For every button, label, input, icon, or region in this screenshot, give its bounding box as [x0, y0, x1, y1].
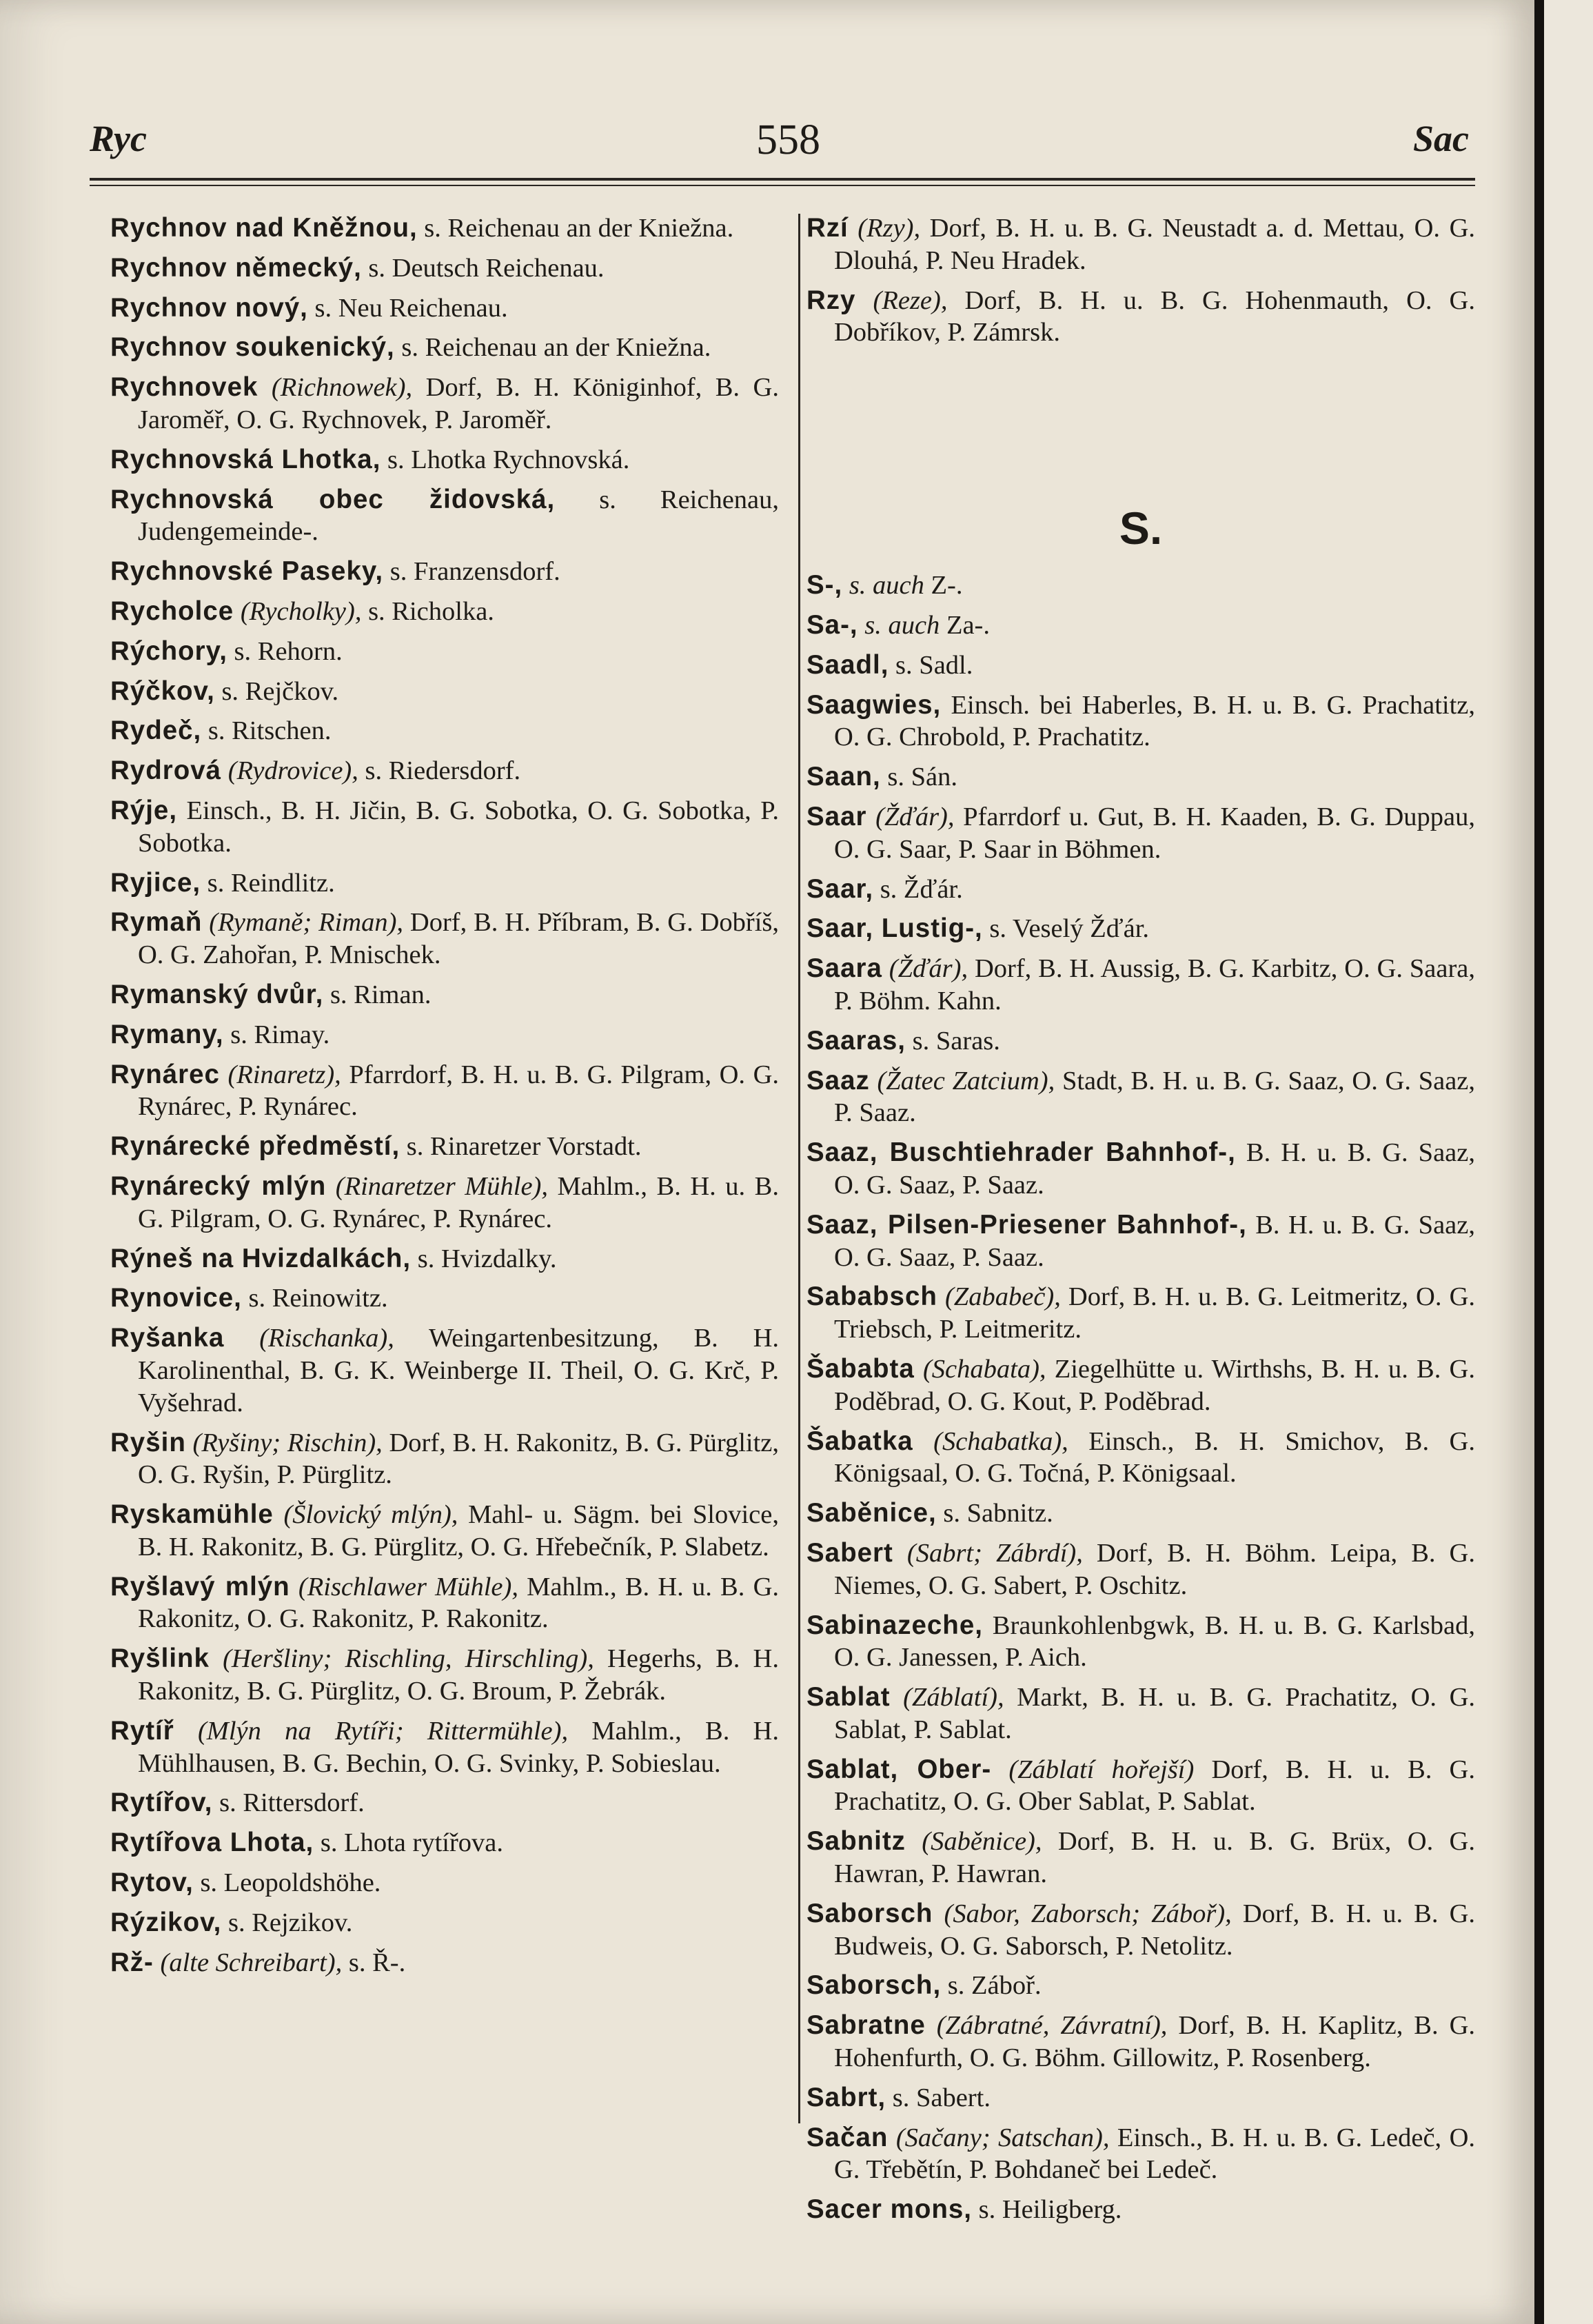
entry-text: Mahl- u. Sägm. bei Slovice, B. H. Rakonitz, B. G. Pürglitz, O. G. Hřebečník, P. Slabetz. [138, 1500, 779, 1562]
entry [806, 1681, 1475, 1746]
entry-headword: Rychnovek [110, 372, 258, 403]
entry-text: Ziegelhütte u. Wirthshs, B. H. u. B. G. Poděbrad, O. G. Kout, P. Poděbrad. [834, 1354, 1475, 1416]
entry-variant: (Rymaně; Riman), [202, 908, 404, 938]
entry [806, 1137, 1475, 1202]
entry-text: Markt, B. H. u. B. G. Prachatitz, O. G. Sablat, P. Sablat. [834, 1683, 1475, 1744]
entry-text: s. Sadl. [889, 650, 973, 680]
entry-variant: (Reze), [855, 285, 948, 315]
entry [806, 569, 1475, 602]
entry [806, 873, 1475, 906]
entry-headword: Rytov, [110, 1868, 194, 1898]
entry-headword: Sačan [806, 2122, 889, 2152]
entry-variant: (Rycholky), [234, 596, 362, 626]
entry-text: s. Riedersdorf. [358, 756, 521, 786]
left-column [110, 212, 779, 1986]
entry [110, 1947, 779, 1979]
entry-headword: Sabnitz [806, 1826, 906, 1857]
entry-headword: Sablat [806, 1682, 891, 1712]
entry [806, 761, 1475, 794]
entry-headword: Rychnovské Paseky, [110, 556, 384, 587]
entry-text: s. Richolka. [361, 596, 494, 626]
entry-variant: (Rinaretz), [219, 1060, 341, 1089]
entry-variant: (Ryšiny; Rischin), [185, 1428, 383, 1457]
entry [110, 907, 779, 971]
entry-text: s. Leopoldshöhe. [193, 1868, 381, 1898]
entry-headword: Rymanský dvůr, [110, 979, 324, 1009]
entry-text: Za-. [940, 610, 990, 640]
right-column-entries [806, 569, 1475, 2226]
entry-headword: Ryšlink [110, 1644, 210, 1674]
entry-headword: Saborsch, [806, 1970, 942, 2001]
entry-text: s. Sabert. [886, 2083, 991, 2112]
entry [806, 1610, 1475, 1675]
entry-headword: Ryšanka [110, 1323, 225, 1353]
entry-headword: Rzí [806, 213, 849, 243]
entry-text: s. Rimay. [223, 1020, 330, 1049]
entry-text: Einsch., B. H. Jičin, B. G. Sobotka, O. G. Sobotka, P. Sobotka. [138, 796, 779, 858]
entry-headword: Rýneš na Hvizdalkách, [110, 1243, 412, 1273]
entry-headword: Rytířov, [110, 1788, 213, 1818]
entry [806, 1426, 1475, 1491]
entry-headword: Rž- [110, 1947, 154, 1977]
entry-variant: (Sabor, Zaborsch; Záboř), [933, 1899, 1232, 1928]
entry-text: Braunkohlenbgwk, B. H. u. B. G. Karlsbad, O. G. Janessen, P. Aich. [834, 1610, 1475, 1673]
entry [110, 636, 779, 668]
entry-headword: Šababta [806, 1353, 915, 1384]
entry-variant: (Schabatka), [913, 1426, 1068, 1456]
entry-variant: (Heršliny; Rischling, Hirschling), [209, 1644, 594, 1674]
entry-variant: (Rischlawer Mühle), [290, 1572, 518, 1601]
entry-text: Dorf, B. H. Aussig, B. G. Karbitz, O. G. Saara, P. Böhm. Kahn. [834, 954, 1475, 1016]
entry-text: s. Reichenau, Judengemeinde-. [138, 485, 779, 547]
entry-text: Weingartenbesitzung, B. H. Karolinenthal, B. G. K. Weinberge II. Theil, O. G. Krč, P. Vyšehrad. [138, 1324, 780, 1417]
entry-text: s. Lhotka Rychnovská. [381, 445, 630, 474]
entry [806, 913, 1475, 945]
entry-text: Dorf, B. H. u. B. G. Budweis, O. G. Saborsch, P. Netolitz. [834, 1899, 1475, 1961]
entry [110, 1427, 779, 1492]
entry-text: Einsch., B. H. u. B. G. Ledeč, O. G. Třebětín, P. Bohdaneč bei Ledeč. [834, 2123, 1475, 2185]
entry-text: Pfarrdorf, B. H. u. B. G. Pilgram, O. G. Rynárec, P. Rynárec. [138, 1060, 779, 1122]
entry [806, 609, 1475, 642]
entry [806, 1353, 1475, 1418]
entry-text: Dorf, B. H. Příbram, B. G. Dobříš, O. G. Zahořan, P. Mnischek. [138, 908, 780, 970]
entry-text: Pfarrdorf u. Gut, B. H. Kaaden, B. G. Duppau, O. G. Saar, P. Saar in Böhmen. [834, 802, 1475, 864]
entry-text: s. Rinaretzer Vorstadt. [400, 1132, 642, 1162]
entry-headword: Rymany, [110, 1019, 224, 1049]
entry-headword: Saaz, Pilsen-Priesener Bahnhof-, [806, 1209, 1247, 1240]
entry-text: Dorf, B. H. Kaplitz, B. G. Hohenfurth, O. G. Böhm. Gillowitz, P. Rosenberg. [834, 2011, 1475, 2073]
entry [110, 867, 779, 900]
entry-text: Dorf, B. H. Böhm. Leipa, B. G. Niemes, O. G. Sabert, P. Oschitz. [834, 1538, 1475, 1600]
entry-text: s. Záboř. [941, 1971, 1042, 2001]
entry-variant: (Zábratné, Závratní), [925, 2011, 1168, 2041]
entry-text: Dorf, B. H. u. B. G. Neustadt a. d. Mettau, O. G. Dlouhá, P. Neu Hradek. [834, 214, 1475, 275]
entry [110, 1243, 779, 1275]
entry-variant: (Schabata), [914, 1354, 1046, 1384]
entry-text: Dorf, B. H. u. B. G. Brüx, O. G. Hawran, P. Hawran. [834, 1827, 1475, 1889]
entry [806, 1898, 1475, 1963]
entry [110, 1787, 779, 1819]
entry-text: s. Franzensdorf. [383, 557, 560, 587]
entry [110, 1019, 779, 1051]
entry-text: Z-. [924, 571, 963, 600]
entry-headword: Saar, [806, 873, 874, 904]
entry [806, 1281, 1475, 1346]
entry [110, 1282, 779, 1315]
entry [806, 1970, 1475, 2002]
entry [110, 715, 779, 747]
entry [110, 596, 779, 628]
entry-headword: Saagwies, [806, 689, 942, 720]
entry [806, 953, 1475, 1018]
entry-text: Dorf, B. H. Rakonitz, B. G. Pürglitz, O. G. Ryšin, P. Pürglitz. [138, 1428, 779, 1490]
entry [110, 1059, 779, 1124]
entry-headword: Rýchory, [110, 636, 227, 666]
entry-text: Mahlm., B. H. u. B. G. Pilgram, O. G. Rynárec, P. Rynárec. [138, 1171, 779, 1233]
entry-headword: Rýzikov, [110, 1907, 222, 1937]
entry-headword: S-, [806, 570, 843, 600]
entry-text: Einsch., B. H. Smichov, B. G. Königsaal, O. G. Točná, P. Königsaal. [834, 1426, 1475, 1488]
entry-headword: Rynárecké předměstí, [110, 1131, 400, 1162]
entry-headword: Rychnov nový, [110, 292, 308, 323]
entry [110, 1571, 779, 1636]
entry [110, 979, 779, 1011]
entry-variant: (Záblatí), [890, 1683, 1004, 1712]
entry-variant: (alte Schreibart), [153, 1948, 343, 1977]
entry [806, 1826, 1475, 1890]
entry-headword: Saar, Lustig-, [806, 913, 983, 944]
entry-headword: Saara [806, 953, 882, 984]
entry-headword: Sacer mons, [806, 2194, 972, 2225]
entry-headword: Sababsch [806, 1282, 937, 1312]
entry-text: s. Rejzikov. [221, 1908, 353, 1937]
entry [806, 1754, 1475, 1819]
entry-headword: Rýčkov, [110, 676, 215, 706]
entry-text: s. Ritschen. [201, 716, 332, 746]
entry [806, 1209, 1475, 1274]
entry [806, 2194, 1475, 2226]
entry-variant: s. auch [842, 571, 924, 600]
running-head-right: Sac [1413, 118, 1469, 159]
entry-variant: (Rzy), [848, 214, 921, 243]
header-rule [90, 178, 1475, 186]
entry-headword: Rydrová [110, 756, 222, 786]
entry-headword: Saborsch [806, 1898, 933, 1928]
entry [110, 1867, 779, 1899]
entry [110, 1643, 779, 1708]
entry [110, 795, 779, 860]
next-page-edge [1534, 0, 1593, 2324]
entry [110, 372, 779, 436]
entry [110, 212, 779, 245]
entry-variant: (Mlýn na Rytíři; Rittermühle), [174, 1716, 569, 1746]
entry-headword: Ryšlavý mlýn [110, 1571, 290, 1601]
entry-text: Dorf, B. H. u. B. G. Leitmeritz, O. G. Triebsch, P. Leitmeritz. [834, 1282, 1475, 1344]
entry-text: s. Saras. [906, 1026, 1000, 1055]
entry-headword: Ryšin [110, 1427, 186, 1457]
entry-headword: Rychnov soukenický, [110, 332, 395, 363]
section-letter-heading: S. [1119, 503, 1163, 554]
entry-variant: (Žatec Zatcium), [869, 1066, 1055, 1095]
entry-text: s. Rittersdorf. [212, 1788, 365, 1818]
entry-text: s. Ř-. [342, 1948, 406, 1977]
entry-text: s. Reichenau an der Kniežna. [417, 214, 734, 243]
entry-text: s. Hvizdalky. [411, 1244, 557, 1273]
entry [110, 1131, 779, 1163]
entry [806, 1025, 1475, 1058]
entry-text: s. Žďár. [873, 874, 963, 904]
entry-headword: Sabrt, [806, 2082, 886, 2112]
page-number: 558 [756, 117, 820, 163]
entry-text: Dorf, B. H. u. B. G. Prachatitz, O. G. Ober Sablat, P. Sablat. [834, 1755, 1475, 1817]
entry-headword: Rynárecký mlýn [110, 1171, 327, 1201]
entry [110, 292, 779, 325]
entry [806, 1497, 1475, 1530]
entry-variant: (Zababeč), [937, 1282, 1061, 1312]
entry-variant: (Žďár), [882, 954, 968, 984]
entry [806, 2082, 1475, 2114]
entry-text: s. Lhota rytířova. [314, 1828, 504, 1858]
entry [110, 332, 779, 364]
entry-headword: Rymaň [110, 907, 203, 938]
entry [806, 1065, 1475, 1130]
entry-headword: Saadl, [806, 649, 889, 680]
entry-text: s. Sabnitz. [936, 1499, 1053, 1528]
entry [110, 1827, 779, 1859]
entry-text: Hegerhs, B. H. Rakonitz, B. G. Pürglitz, O. G. Broum, P. Žebrák. [138, 1644, 779, 1706]
entry-headword: Šabatka [806, 1426, 913, 1456]
entry-text: Stadt, B. H. u. B. G. Saaz, O. G. Saaz, P. Saaz. [834, 1066, 1476, 1128]
entry-headword: Rýje, [110, 795, 178, 825]
entry-headword: Rytíř [110, 1715, 174, 1746]
entry-headword: Rydeč, [110, 716, 202, 746]
entry [806, 1537, 1475, 1602]
entry-headword: Saběnice, [806, 1498, 937, 1528]
entry-text: s. Veselý Žďár. [982, 914, 1150, 944]
entry-variant: (Rydrovice), [221, 756, 358, 786]
entry [806, 2122, 1475, 2187]
entry-headword: Sabratne [806, 2010, 926, 2041]
entry-variant: (Žďár), [866, 802, 955, 831]
entry-text: s. Rejčkov. [214, 676, 339, 706]
entry [806, 689, 1475, 754]
entry-headword: Rynovice, [110, 1283, 242, 1313]
entry [110, 1499, 779, 1564]
entry-headword: Ryjice, [110, 867, 201, 898]
entry-headword: Sabert [806, 1537, 893, 1568]
entry-headword: Rychnov nad Kněžnou, [110, 213, 418, 243]
entry [110, 444, 779, 476]
entry-text: s. Reinowitz. [241, 1284, 388, 1313]
entry [110, 252, 779, 285]
entry-variant: (Rischanka), [224, 1324, 394, 1353]
entry [110, 755, 779, 787]
entry-variant: (Rinaretzer Mühle), [326, 1171, 549, 1201]
entry [806, 2010, 1475, 2074]
entry-text: s. Riman. [323, 980, 432, 1009]
entry-headword: Rzy [806, 285, 856, 315]
entry-text: s. Sán. [880, 762, 957, 792]
entry-variant: (Saběnice), [905, 1827, 1042, 1857]
entry-headword: Saaras, [806, 1025, 906, 1055]
entry-headword: Rytířova Lhota, [110, 1828, 314, 1858]
entry [806, 285, 1475, 350]
entry-headword: Rynárec [110, 1059, 220, 1089]
entry-text: s. Heiligberg. [971, 2195, 1122, 2225]
entry [110, 1322, 779, 1419]
entry-text: s. Deutsch Reichenau. [361, 253, 605, 283]
entry-variant: (Richnowek), [258, 373, 413, 403]
entry-headword: Sablat, Ober- [806, 1754, 992, 1784]
entry [110, 676, 779, 708]
entry-variant: s. auch [858, 610, 940, 640]
right-column [806, 212, 1475, 2234]
entry-text: s. Neu Reichenau. [307, 293, 508, 323]
entry-text: Einsch. bei Haberles, B. H. u. B. G. Prachatitz, O. G. Chrobold, P. Prachatitz. [834, 690, 1475, 752]
right-column-top-entries [806, 212, 1475, 349]
entry-variant: (Sabrt; Zábrdí), [893, 1538, 1083, 1568]
entry [806, 801, 1475, 866]
running-head-left: Ryc [90, 118, 147, 159]
entry-headword: Saan, [806, 762, 881, 792]
entry-headword: Rycholce [110, 596, 234, 626]
entry-text: s. Reindlitz. [201, 868, 335, 898]
entry-headword: Ryskamühle [110, 1499, 274, 1530]
column-divider [798, 214, 800, 2123]
entry-text: Dorf, B. H. u. B. G. Hohenmauth, O. G. Dobříkov, P. Zámrsk. [834, 285, 1475, 347]
entry-headword: Rychnovská obec židovská, [110, 484, 556, 514]
entry-headword: Rychnov německý, [110, 252, 362, 283]
entry [110, 1907, 779, 1939]
entry [806, 212, 1475, 277]
entry-headword: Sa-, [806, 609, 858, 640]
entry-text: B. H. u. B. G. Saaz, O. G. Saaz, P. Saaz. [834, 1138, 1475, 1200]
entry-text: Mahlm., B. H. Mühlhausen, B. G. Bechin, O. G. Svinky, P. Sobieslau. [138, 1716, 779, 1778]
entry-variant: (Šlovický mlýn), [273, 1500, 458, 1530]
entry [110, 1171, 779, 1235]
entry-headword: Rychnovská Lhotka, [110, 444, 381, 474]
entry [110, 484, 779, 549]
entry-variant: (Sačany; Satschan), [888, 2123, 1110, 2152]
entry-variant: (Záblatí hořejší) [991, 1755, 1195, 1784]
entry [806, 649, 1475, 682]
entry-text: Mahlm., B. H. u. B. G. Rakonitz, O. G. Rakonitz, P. Rakonitz. [138, 1572, 779, 1634]
entry-text: s. Rehorn. [227, 636, 343, 666]
entry-headword: Sabinazeche, [806, 1610, 983, 1640]
entry-headword: Saaz [806, 1065, 870, 1095]
entry [110, 1715, 779, 1780]
entry-text: Dorf, B. H. Königinhof, B. G. Jaroměř, O. G. Rychnovek, P. Jaroměř. [138, 373, 779, 434]
entry-headword: Saaz, Buschtiehrader Bahnhof-, [806, 1138, 1236, 1168]
entry-text: B. H. u. B. G. Saaz, O. G. Saaz, P. Saaz. [834, 1210, 1475, 1272]
entry [110, 556, 779, 588]
entry-text: s. Reichenau an der Kniežna. [394, 333, 711, 363]
entry-headword: Saar [806, 801, 867, 831]
